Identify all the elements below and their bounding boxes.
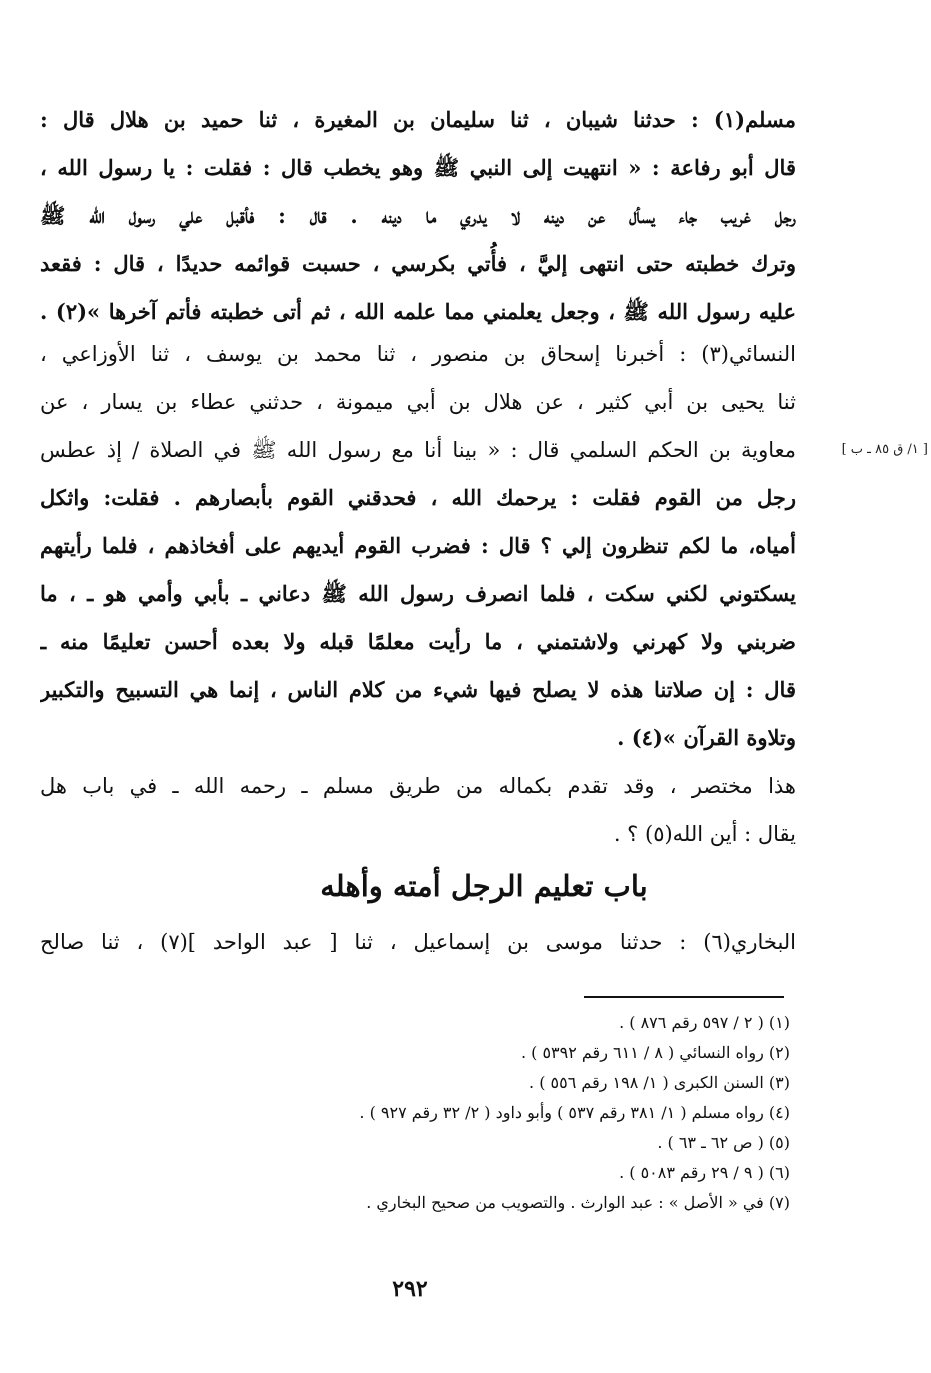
paragraph-summary bbox=[40, 762, 796, 858]
text-line: رجل غريب جاء يسأل عن دينه لا يدري ما دينه . قال : فأقبل علي رسول الله ﷺ bbox=[40, 203, 796, 228]
paragraph-nasai bbox=[40, 330, 796, 762]
text-line: ضربني ولا كهرني ولاشتمني ، ما رأيت معلمًا قبله ولا بعده أحسن تعليمًا منه ـ bbox=[40, 629, 796, 654]
footnotes bbox=[180, 1008, 790, 1218]
footnote: (٣) السنن الكبرى ( ١/ ١٩٨ رقم ٥٥٦ ) . bbox=[529, 1073, 790, 1092]
footnote-divider bbox=[584, 996, 784, 998]
footnote: (٤) رواه مسلم ( ١/ ٣٨١ رقم ٥٣٧ ) وأبو داود ( ٢/ ٣٢ رقم ٩٢٧ ) . bbox=[359, 1103, 790, 1122]
text-line: قال : إن صلاتنا هذه لا يصلح فيها شيء من كلام الناس ، إنما هي التسبيح والتكبير bbox=[40, 677, 796, 702]
text-line: يقال : أين الله(٥) ؟ . bbox=[613, 822, 796, 846]
text-line: النسائي(٣) : أخبرنا إسحاق بن منصور ، ثنا محمد بن يوسف ، ثنا الأوزاعي ، bbox=[40, 342, 796, 366]
text-line: معاوية بن الحكم السلمي قال : « بينا أنا مع رسول الله ﷺ في الصلاة / إذ عطس bbox=[40, 438, 796, 462]
text-line: قال أبو رفاعة : « انتهيت إلى النبي ﷺ وهو يخطب قال : فقلت : يا رسول الله ، bbox=[40, 155, 796, 180]
footnote: (١) ( ٢ / ٥٩٧ رقم ٨٧٦ ) . bbox=[619, 1013, 790, 1032]
paragraph-bukhari bbox=[40, 918, 796, 966]
text-line: ثنا يحيى بن أبي كثير ، عن هلال بن أبي ميمونة ، حدثني عطاء بن يسار ، عن bbox=[40, 390, 796, 414]
chapter-heading: باب تعليم الرجل أمته وأهله bbox=[320, 869, 648, 903]
text-line: وتلاوة القرآن »(٤) . bbox=[617, 725, 796, 750]
margin-note: [ ١/ ق ٨٥ ـ ب ] bbox=[841, 442, 928, 457]
footnote: (٦) ( ٩ / ٢٩ رقم ٥٠٨٣ ) . bbox=[619, 1163, 790, 1182]
text-line: البخاري(٦) : حدثنا موسى بن إسماعيل ، ثنا [ عبد الواحد ](٧) ، ثنا صالح bbox=[40, 930, 796, 954]
page-number: ٢٩٢ bbox=[392, 1276, 428, 1302]
text-line: وترك خطبته حتى انتهى إليَّ ، فأُتي بكرسي ، حسبت قوائمه حديدًا ، قال : فقعد bbox=[40, 251, 796, 276]
text-line: أمياه، ما لكم تنظرون إلي ؟ قال : فضرب القوم أيديهم على أفخاذهم ، فلما رأيتهم bbox=[40, 533, 796, 558]
text-line: عليه رسول الله ﷺ ، وجعل يعلمني مما علمه الله ، ثم أتى خطبته فأتم آخرها »(٢) . bbox=[40, 299, 796, 324]
footnote: (٥) ( ص ٦٢ ـ ٦٣ ) . bbox=[657, 1133, 790, 1152]
text-line: هذا مختصر ، وقد تقدم بكماله من طريق مسلم ـ رحمه الله ـ في باب هل bbox=[40, 774, 796, 798]
paragraph-muslim bbox=[40, 96, 796, 336]
footnote: (٧) في « الأصل » : عبد الوارث . والتصويب من صحيح البخاري . bbox=[366, 1193, 790, 1212]
text-line: مسلم(١) : حدثنا شيبان ، ثنا سليمان بن المغيرة ، ثنا حميد بن هلال قال : bbox=[40, 107, 796, 132]
text-line: يسكتوني لكني سكت ، فلما انصرف رسول الله ﷺ دعاني ـ بأبي وأمي هو ـ ، ما bbox=[40, 581, 796, 606]
footnote: (٢) رواه النسائي ( ٨ / ٦١١ رقم ٥٣٩٢ ) . bbox=[520, 1043, 790, 1062]
text-line: رجل من القوم فقلت : يرحمك الله ، فحدقني القوم بأبصارهم . فقلت: واثكل bbox=[40, 485, 796, 510]
